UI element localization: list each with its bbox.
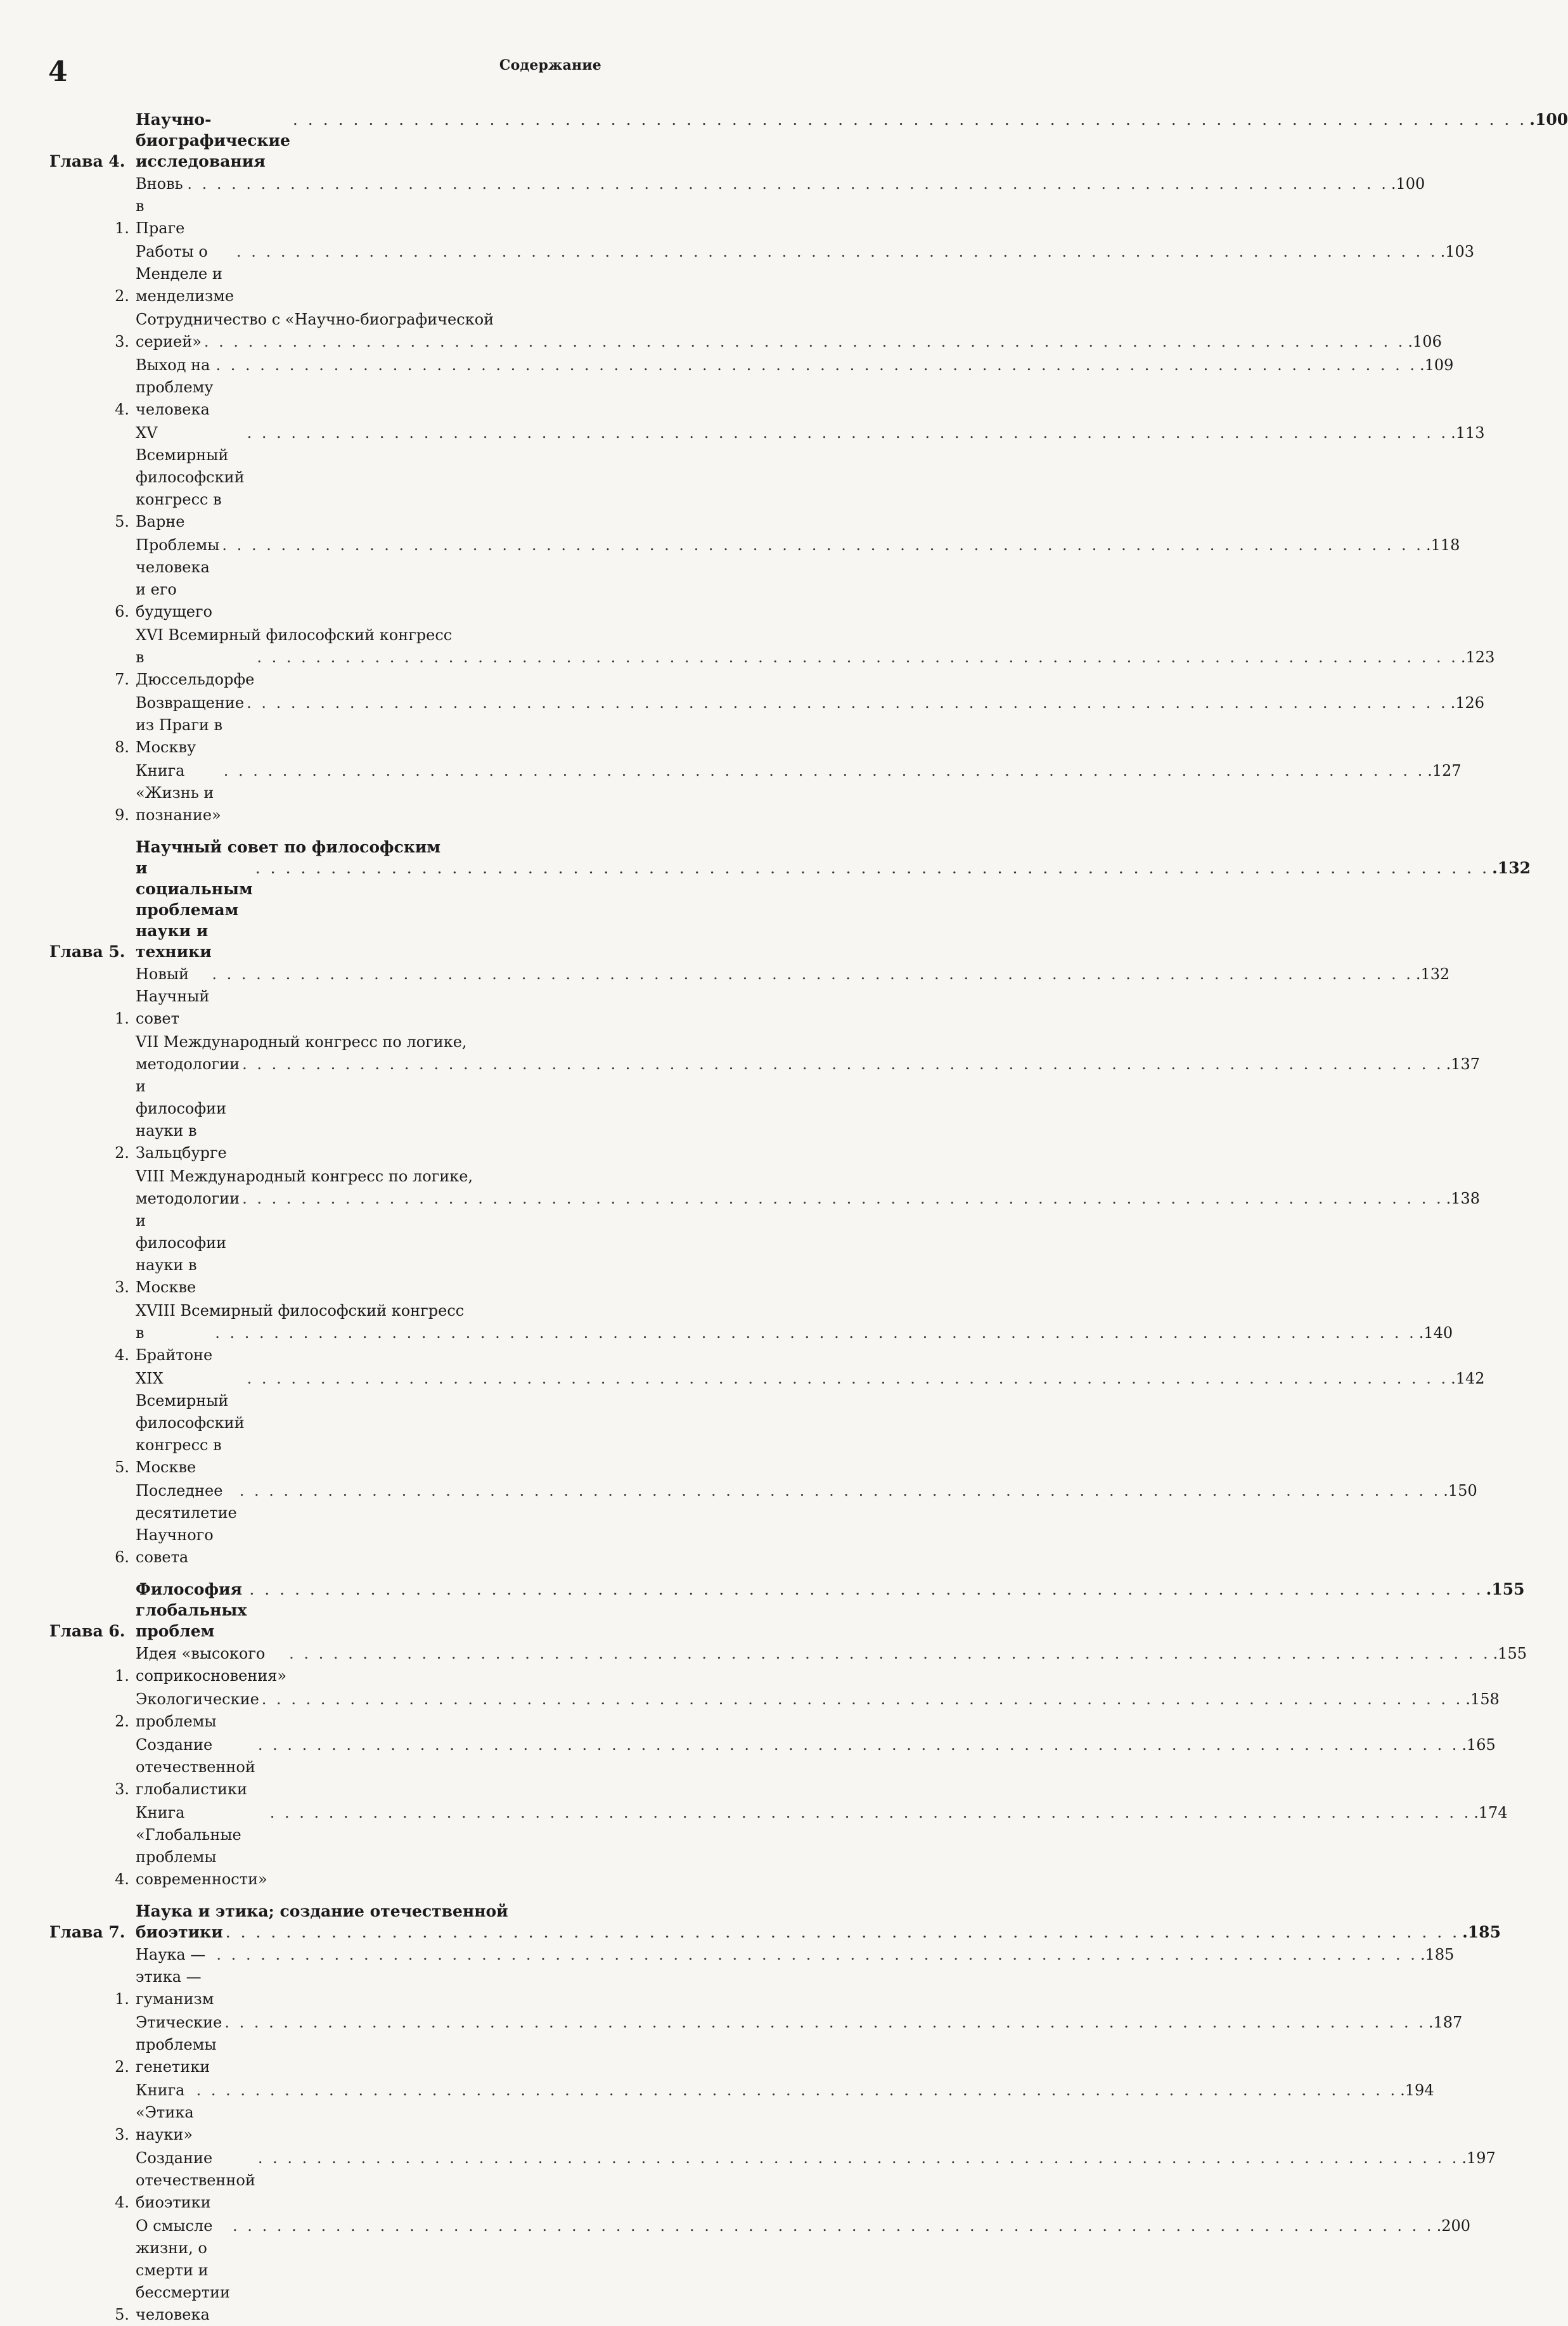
dot-leader	[258, 2147, 1460, 2169]
section-title-line: Создание отечественной глобалистики	[136, 1736, 255, 1798]
dot-leader	[289, 1643, 1491, 1665]
chapter-title-line: Научный совет по философским	[136, 838, 441, 856]
chapter-block	[49, 1579, 1527, 1891]
section-title-line: Наука — этика — гуманизм	[136, 1946, 214, 2008]
section-page-number: .142	[1451, 1370, 1485, 1387]
section-entry[interactable]	[49, 963, 1450, 1030]
dot-leader	[242, 1053, 1444, 1076]
dot-leader	[247, 422, 1449, 444]
dot-leader	[196, 2079, 1398, 2102]
section-number: 4.	[115, 2194, 129, 2211]
section-page-number: .118	[1425, 536, 1460, 554]
section-title-line: О смысле жизни, о смерти и бессмертии человека	[136, 2217, 231, 2323]
section-number: 5.	[115, 513, 129, 530]
chapter-title-line: и социальным проблемам науки и техники	[136, 859, 253, 961]
section-page-number: .106	[1408, 333, 1442, 350]
section-page-number: .150	[1443, 1482, 1477, 1500]
section-title-line: Сотрудничество с «Научно-биографической	[136, 311, 494, 328]
section-entry[interactable]	[49, 1643, 1527, 1687]
section-entry[interactable]	[49, 1802, 1508, 1891]
section-title-line: Идея «высокого соприкосновения»	[136, 1645, 287, 1685]
dot-leader	[247, 1368, 1449, 1390]
section-entry[interactable]	[49, 2079, 1434, 2146]
section-page-number: .137	[1446, 1055, 1481, 1073]
section-entry[interactable]	[49, 2012, 1463, 2078]
chapter-label: Глава 7.	[49, 1923, 125, 1941]
section-page-number: .100	[1391, 175, 1425, 193]
section-number: 8.	[115, 738, 129, 756]
section-title-line: в Дюссельдорфе	[136, 648, 255, 688]
section-page-number: .200	[1436, 2217, 1470, 2235]
dot-leader	[216, 354, 1418, 376]
section-entry[interactable]	[49, 760, 1462, 826]
section-number: 3.	[115, 1278, 129, 1296]
section-page-number: .185	[1420, 1946, 1455, 1963]
section-title-line: XIX Всемирный философский конгресс в Москве	[136, 1370, 245, 1476]
section-title-line: Последнее десятилетие Научного совета	[136, 1482, 237, 1566]
section-number: 9.	[115, 806, 129, 824]
dot-leader	[240, 1480, 1441, 1502]
section-title-line: Книга «Этика науки»	[136, 2081, 194, 2143]
section-number: 2.	[115, 1712, 129, 1730]
section-title-line: Книга «Глобальные проблемы современности»	[136, 1804, 267, 1888]
section-title-line: в Брайтоне	[136, 1324, 213, 1364]
section-entry[interactable]	[49, 692, 1485, 759]
chapter-title-line: Наука и этика; создание отечественной	[136, 1902, 508, 1920]
section-title-line: VII Международный конгресс по логике,	[136, 1033, 467, 1051]
chapter-page-number: .155	[1486, 1580, 1525, 1598]
page-number: 4	[48, 56, 68, 88]
section-title-line: методологии и философии науки в Москве	[136, 1190, 240, 1296]
section-title-line: Выход на проблему человека	[136, 356, 214, 418]
table-of-contents	[49, 109, 1568, 2326]
section-number: 7.	[115, 671, 129, 688]
section-entry[interactable]	[49, 1480, 1477, 1569]
chapter-heading[interactable]	[49, 109, 1568, 172]
running-title: Содержание	[499, 57, 601, 74]
section-number: 1.	[115, 1667, 129, 1685]
chapter-label: Глава 4.	[49, 152, 125, 170]
section-entry[interactable]	[49, 2215, 1470, 2326]
section-title-line: Работы о Менделе и менделизме	[136, 243, 235, 305]
chapter-block	[49, 1901, 1501, 2326]
section-entry[interactable]	[49, 1166, 1481, 1299]
section-page-number: .138	[1446, 1190, 1481, 1207]
section-entry[interactable]	[49, 354, 1454, 421]
dot-leader	[236, 241, 1438, 263]
chapter-title-line: Философия глобальных проблем	[136, 1580, 247, 1640]
section-entry[interactable]	[49, 309, 1442, 353]
dot-leader	[204, 331, 1406, 353]
section-number: 6.	[115, 1548, 129, 1566]
section-entry[interactable]	[49, 1688, 1500, 1733]
dot-leader	[293, 109, 1527, 130]
dot-leader	[224, 2012, 1426, 2034]
dot-leader	[242, 1188, 1444, 1210]
section-page-number: .132	[1415, 965, 1450, 983]
chapter-title-line: биоэтики	[136, 1923, 223, 1941]
dot-leader	[216, 1944, 1418, 1966]
section-title-line: Новый Научный совет	[136, 965, 210, 1027]
section-page-number: .197	[1462, 2149, 1496, 2167]
section-number: 1.	[115, 219, 129, 237]
section-number: 4.	[115, 1870, 129, 1888]
section-title-line: Возвращение из Праги в Москву	[136, 694, 245, 756]
chapter-page-number: .132	[1492, 859, 1531, 877]
section-entry[interactable]	[49, 1300, 1453, 1366]
section-entry[interactable]	[49, 1368, 1485, 1479]
section-title-line: Проблемы человека и его будущего	[136, 536, 220, 620]
dot-leader	[212, 963, 1413, 986]
section-title-line: Этические проблемы генетики	[136, 2014, 222, 2076]
section-number: 3.	[115, 333, 129, 350]
section-number: 6.	[115, 603, 129, 620]
section-number: 1.	[115, 1990, 129, 2008]
section-page-number: .174	[1474, 1804, 1508, 1822]
section-entry[interactable]	[49, 241, 1474, 307]
section-title-line: методологии и философии науки в Зальцбурге	[136, 1055, 240, 1162]
dot-leader	[270, 1802, 1472, 1824]
chapter-block	[49, 109, 1568, 826]
dot-leader	[222, 534, 1423, 556]
section-number: 2.	[115, 287, 129, 305]
chapter-label: Глава 5.	[49, 942, 125, 961]
section-number: 3.	[115, 1780, 129, 1798]
section-number: 5.	[115, 1458, 129, 1476]
section-page-number: .126	[1450, 694, 1485, 712]
section-number: 2.	[115, 2058, 129, 2076]
section-title-line: Создание отечественной биоэтики	[136, 2149, 255, 2211]
chapter-page-number: .100	[1529, 110, 1568, 129]
chapter-page-number: .185	[1462, 1923, 1501, 1941]
section-entry[interactable]	[49, 422, 1485, 533]
section-title-line: Книга «Жизнь и познание»	[136, 762, 221, 824]
section-number: 3.	[115, 2126, 129, 2143]
section-page-number: .123	[1460, 648, 1495, 666]
section-number: 2.	[115, 1144, 129, 1162]
chapter-label: Глава 6.	[49, 1622, 125, 1640]
section-page-number: .165	[1462, 1736, 1496, 1754]
dot-leader	[262, 1688, 1463, 1711]
dot-leader	[247, 692, 1448, 714]
section-page-number: .103	[1440, 243, 1474, 260]
dot-leader	[233, 2215, 1434, 2237]
dot-leader	[249, 1579, 1483, 1600]
section-title-line: XVIII Всемирный философский конгресс	[136, 1302, 465, 1320]
section-entry[interactable]	[49, 534, 1460, 623]
section-title-line: XVI Всемирный философский конгресс	[136, 626, 453, 644]
section-title-line: Экологические проблемы	[136, 1690, 259, 1730]
section-page-number: .127	[1427, 762, 1462, 780]
chapter-heading[interactable]	[49, 1901, 1501, 1943]
dot-leader	[257, 646, 1458, 669]
section-number: 4.	[115, 401, 129, 418]
section-entry[interactable]	[49, 624, 1495, 691]
dot-leader	[187, 173, 1389, 195]
section-page-number: .109	[1420, 356, 1454, 374]
section-entry[interactable]	[49, 1944, 1455, 2010]
section-entry[interactable]	[49, 1734, 1496, 1801]
dot-leader	[215, 1322, 1417, 1344]
section-title-line: серией»	[136, 333, 202, 350]
dot-leader	[226, 1922, 1460, 1943]
section-number: 1.	[115, 1010, 129, 1027]
section-title-line: Вновь в Праге	[136, 175, 185, 237]
section-page-number: .187	[1428, 2014, 1463, 2031]
section-title-line: XV Всемирный философский конгресс в Варне	[136, 424, 245, 530]
section-page-number: .194	[1400, 2081, 1434, 2099]
section-page-number: .113	[1451, 424, 1485, 442]
section-page-number: .158	[1465, 1690, 1500, 1708]
section-entry[interactable]	[49, 2147, 1496, 2214]
section-page-number: .155	[1493, 1645, 1527, 1662]
dot-leader	[255, 858, 1489, 878]
dot-leader	[224, 760, 1425, 782]
section-page-number: .140	[1418, 1324, 1453, 1342]
section-title-line: VIII Международный конгресс по логике,	[136, 1167, 473, 1185]
section-entry[interactable]	[49, 173, 1425, 240]
chapter-block	[49, 837, 1531, 1569]
section-number: 4.	[115, 1346, 129, 1364]
chapter-title-line: Научно-биографические исследования	[136, 110, 290, 170]
chapter-heading[interactable]	[49, 837, 1531, 962]
chapter-heading[interactable]	[49, 1579, 1525, 1642]
section-entry[interactable]	[49, 1031, 1481, 1164]
section-number: 5.	[115, 2306, 129, 2323]
dot-leader	[258, 1734, 1460, 1756]
